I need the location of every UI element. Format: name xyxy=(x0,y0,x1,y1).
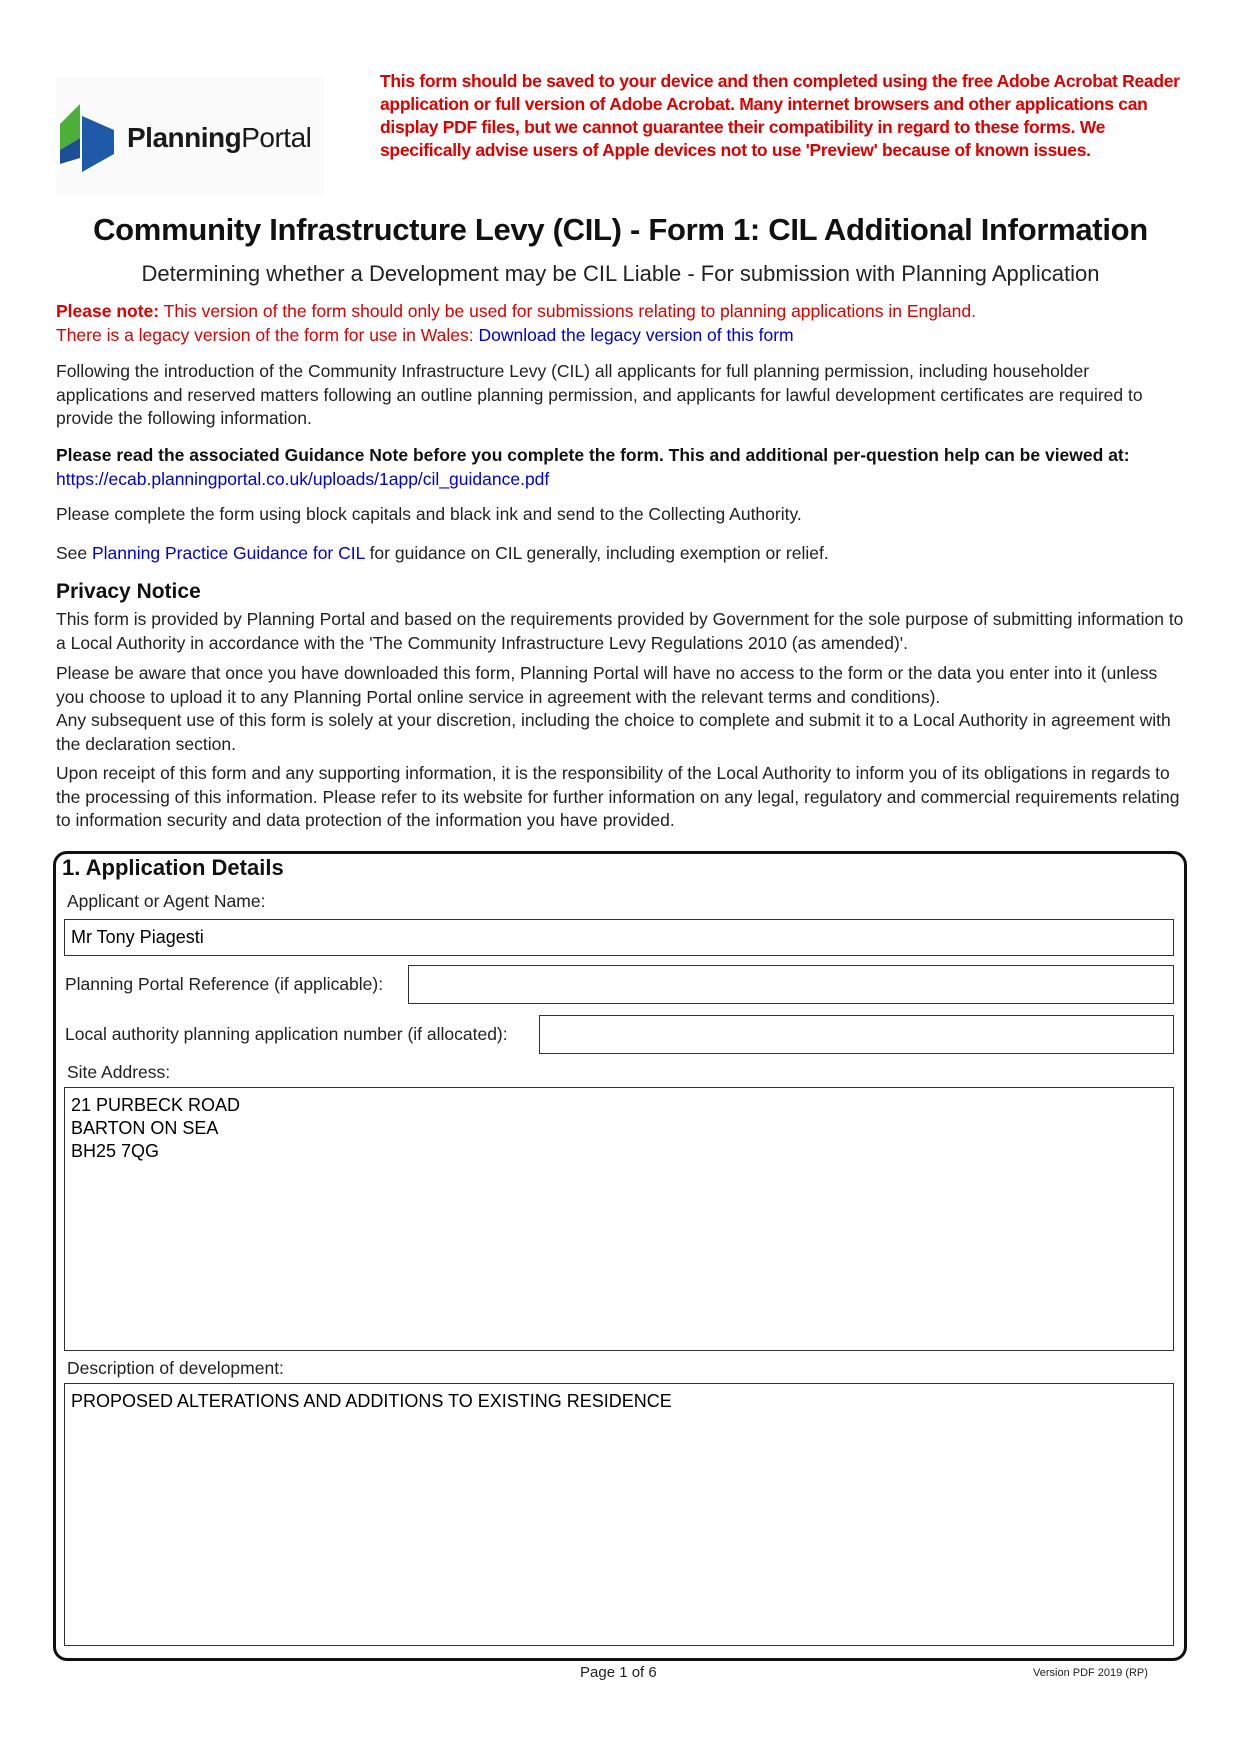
privacy-heading: Privacy Notice xyxy=(56,580,201,603)
see-suffix: for guidance on CIL generally, including exemption or relief. xyxy=(364,543,829,563)
logo-text-bold: Planning xyxy=(127,122,242,153)
please-note xyxy=(56,300,1186,347)
description-label: Description of development: xyxy=(67,1358,284,1378)
la-application-number-field[interactable] xyxy=(539,1015,1174,1054)
version-label: Version PDF 2019 (RP) xyxy=(1033,1667,1148,1679)
page-number: Page 1 of 6 xyxy=(580,1664,657,1681)
pp-ref-label: Planning Portal Reference (if applicable): xyxy=(65,974,384,994)
see-guidance xyxy=(56,542,1186,566)
planning-portal-logo xyxy=(56,78,324,196)
guidance-link[interactable]: https://ecab.planningportal.co.uk/uploads/1app/cil_guidance.pdf xyxy=(56,468,550,489)
logo-mark-icon xyxy=(58,102,124,172)
legacy-form-link[interactable]: Download the legacy version of this form xyxy=(478,324,794,345)
applicant-name-field[interactable]: Mr Tony Piagesti xyxy=(64,919,1174,956)
pp-reference-field[interactable] xyxy=(408,965,1174,1004)
section-heading: 1. Application Details xyxy=(62,855,284,880)
privacy-p1: This form is provided by Planning Portal and based on the requirements provided by Government for the sole purpose of submitting information to a Local Authority in accordance with the 'The Community Infrastructure Levy Regulations 2010 (as amended)'. xyxy=(56,609,1184,653)
applicant-label: Applicant or Agent Name: xyxy=(67,891,266,911)
guidance-text: Please read the associated Guidance Note before you complete the form. This and additional per-question help can be viewed at: xyxy=(56,445,1130,465)
see-prefix: See xyxy=(56,543,92,563)
intro-text: Following the introduction of the Community Infrastructure Levy (CIL) all applicants for full planning permission, including householder applications and reserved matters following an outline planning permission, and applicants for lawful development certificates are required to provide the following information. xyxy=(56,361,1143,428)
privacy-p3: Any subsequent use of this form is solely at your discretion, including the choice to complete and submit it to a Local Authority in agreement with the declaration section. xyxy=(56,710,1171,754)
compatibility-warning: This form should be saved to your device and then completed using the free Adobe Acrobat Reader application or full version of Adobe Acrobat. Many internet browsers and other applications can display PDF files, but we cannot guarantee their compatibility in regard to these forms. We specifically advise users of Apple devices not to use 'Preview' because of known issues. xyxy=(380,71,1180,160)
page-subtitle: Determining whether a Development may be CIL Liable - For submission with Planning Application xyxy=(141,261,1100,286)
page-title: Community Infrastructure Levy (CIL) - Form 1: CIL Additional Information xyxy=(93,212,1148,247)
note-label: Please note: xyxy=(56,301,160,321)
complete-instructions: Please complete the form using block capitals and black ink and send to the Collecting Authority. xyxy=(56,504,802,524)
note-text: This version of the form should only be used for submissions relating to planning applications in England. xyxy=(159,301,976,321)
site-address-label: Site Address: xyxy=(67,1062,171,1082)
description-field[interactable]: PROPOSED ALTERATIONS AND ADDITIONS TO EXISTING RESIDENCE xyxy=(64,1383,1174,1646)
la-ref-label: Local authority planning application number (if allocated): xyxy=(65,1024,508,1044)
ppg-cil-link[interactable]: Planning Practice Guidance for CIL xyxy=(92,543,365,563)
wales-text: There is a legacy version of the form for use in Wales: xyxy=(56,324,479,345)
site-address-field[interactable]: 21 PURBECK ROAD BARTON ON SEA BH25 7QG xyxy=(64,1087,1174,1351)
privacy-p4: Upon receipt of this form and any supporting information, it is the responsibility of the Local Authority to inform you of its obligations in regards to the processing of this information. Please refer to its website for further information on any legal, regulatory and commercial requirements relating to information security and data protection of the information you have provided. xyxy=(56,763,1180,830)
privacy-p2: Please be aware that once you have downloaded this form, Planning Portal will have no access to the form or the data you enter into it (unless you choose to upload it to any Planning Portal online service in agreement with the relevant terms and conditions). xyxy=(56,663,1158,707)
guidance-block xyxy=(56,444,1186,491)
logo-text-light: Portal xyxy=(241,122,312,153)
